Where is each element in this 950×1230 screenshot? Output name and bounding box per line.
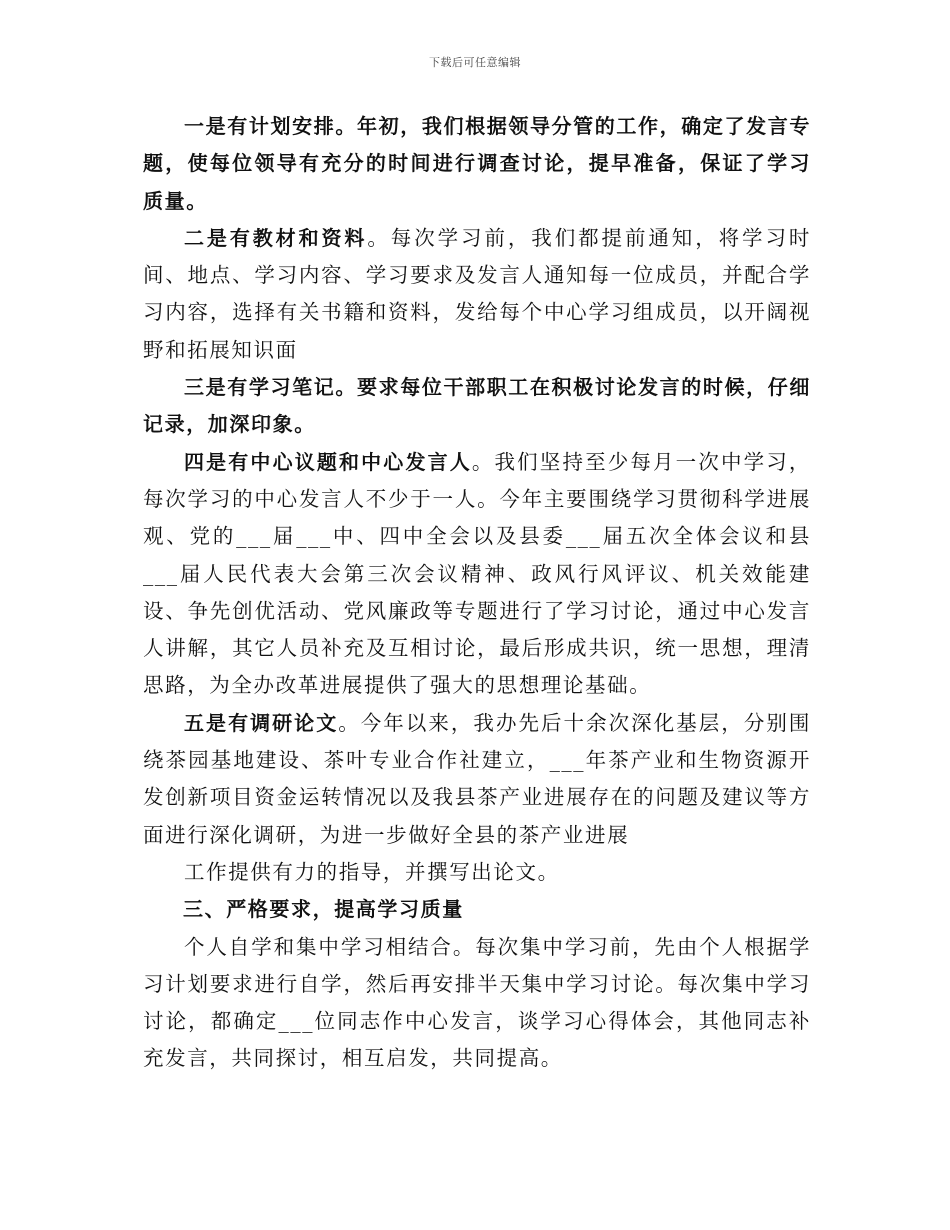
paragraph-notes xyxy=(143,369,811,444)
paragraph-text: 。每次学习前，我们都提前通知，将学习时间、地点、学习内容、学习要求及发言人通知每一位成员，并配合学习内容，选择有关书籍和资料，发给每个中心学习组成员，以开阔视野和拓展知识面 xyxy=(143,225,811,362)
section-heading: 三、严格要求，提高学习质量 xyxy=(183,897,464,922)
paragraph-lead: 二是有教材和资料 xyxy=(184,225,368,250)
paragraph-closing: 个人自学和集中学习相结合。每次集中学习前，先由个人根据学习计划要求进行自学，然后再安排半天集中学习讨论。每次集中学习讨论，都确定___位同志作中心发言，谈学习心得体会，其他同志补充发言，共同探讨，相互启发，共同提高。 xyxy=(143,934,811,1071)
paragraph-continuation xyxy=(143,854,811,891)
paragraph-text: 。我们坚持至少每月一次中学习，每次学习的中心发言人不少于一人。今年主要围绕学习贯彻科学进展观、党的___届___中、四中全会以及县委___届五次全体会议和县___届人民代表大会第三次会议精神、政风行风评议、机关效能建设、争先创优活动、党风廉政等专题进行了学习讨论，通过中心发言人讲解，其它人员补充及互相讨论，最后形成共识，统一思想，理清思路，为全办改革进展提供了强大的思想理论基础。 xyxy=(143,449,811,698)
paragraph-text: 工作提供有力的指导，并撰写出论文。 xyxy=(184,859,560,884)
paragraph-lead: 一是有计划安排。年初，我们根据领导分管的工作，确定了发言专题，使每位领导有充分的时间进行调查讨论，提早准备，保证了学习质量。 xyxy=(143,114,811,213)
paragraph-lead: 三是有学习笔记。要求每位干部职工在积极讨论发言的时候，仔细记录，加深印象。 xyxy=(143,375,811,437)
paragraph-topics xyxy=(143,444,811,705)
paragraph-lead: 四是有中心议题和中心发言人 xyxy=(184,449,472,474)
header-note: 下载后可任意编辑 xyxy=(429,56,521,69)
paragraph-plan xyxy=(143,108,811,220)
paragraph-text: 。今年以来，我办先后十余次深化基层，分别围绕茶园基地建设、茶叶专业合作社建立，___年茶产业和生物资源开发创新项目资金运转情况以及我县茶产业进展存在的问题及建议等方面进行深化调研，为进一步做好全县的茶产业进展 xyxy=(143,710,811,847)
paragraph-research xyxy=(143,705,811,854)
document-body xyxy=(143,108,811,1078)
paragraph-lead: 五是有调研论文 xyxy=(184,710,339,735)
paragraph-materials xyxy=(143,220,811,369)
